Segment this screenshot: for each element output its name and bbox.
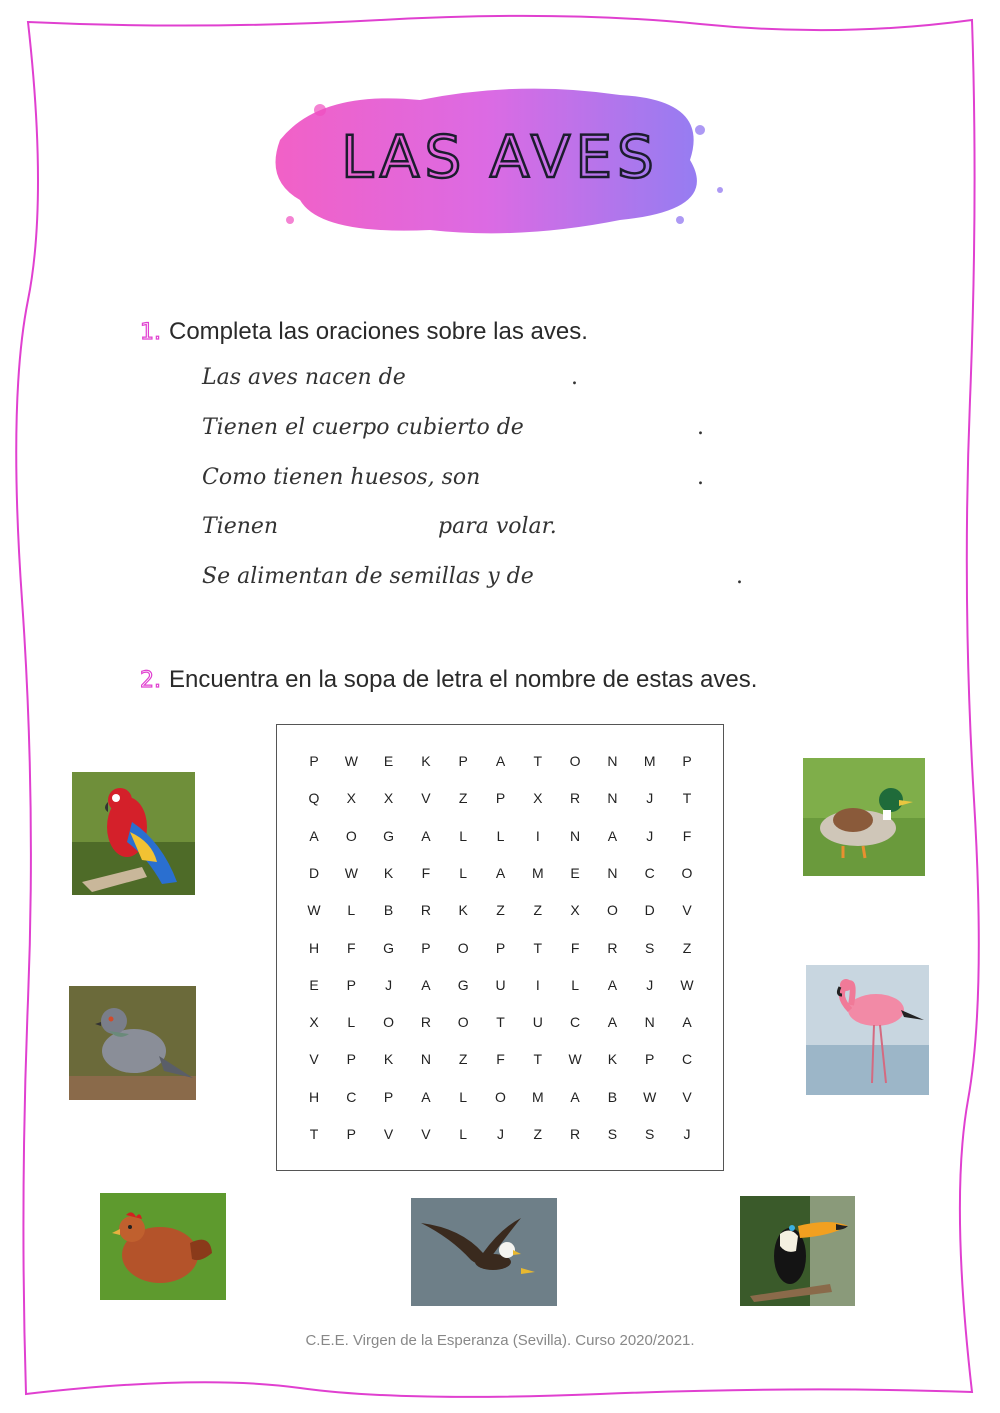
word-search-letter: V bbox=[682, 1088, 692, 1105]
word-search-letter: R bbox=[420, 902, 431, 919]
sentence-5-text: Se alimentan de semillas y de bbox=[202, 564, 534, 589]
word-search-letter: T bbox=[309, 1126, 319, 1142]
sentence-1-text: Las aves nacen de bbox=[202, 365, 406, 390]
word-search-letter: A bbox=[495, 753, 506, 769]
word-search-letter: N bbox=[607, 864, 618, 881]
word-search-letter: Z bbox=[533, 902, 543, 919]
word-search-letter: B bbox=[383, 902, 394, 919]
word-search-letter: C bbox=[570, 1014, 581, 1031]
word-search-letter: K bbox=[607, 1051, 618, 1068]
word-search-letter: W bbox=[344, 753, 358, 769]
word-search-letter: M bbox=[531, 864, 544, 881]
word-search-letter: G bbox=[457, 976, 469, 993]
word-search-letter: U bbox=[532, 1014, 543, 1031]
word-search-letter: F bbox=[570, 939, 580, 956]
word-search-letter: Z bbox=[458, 1051, 468, 1068]
sentence-2-end: . bbox=[697, 415, 704, 440]
word-search-letter: U bbox=[495, 976, 506, 993]
word-search-letter: F bbox=[421, 864, 431, 881]
parrot-photo bbox=[72, 772, 195, 895]
section2-number: 2. bbox=[140, 668, 161, 693]
word-search-letter: Z bbox=[682, 939, 692, 956]
word-search-letter: A bbox=[607, 976, 618, 993]
word-search-letter: I bbox=[535, 827, 540, 844]
word-search-letter: I bbox=[535, 976, 540, 993]
word-search-letter: R bbox=[570, 790, 581, 807]
section2-text: Encuentra en la sopa de letra el nombre de estas aves. bbox=[169, 666, 758, 693]
word-search-letter: F bbox=[496, 1051, 505, 1068]
word-search-letter: O bbox=[681, 864, 693, 881]
word-search-letter: Z bbox=[496, 902, 505, 919]
word-search-letter: M bbox=[531, 1088, 544, 1105]
word-search-letter: Q bbox=[308, 790, 320, 807]
word-search-letter: L bbox=[459, 827, 468, 844]
word-search-letter: A bbox=[682, 1014, 692, 1031]
flamingo-photo bbox=[806, 965, 929, 1095]
word-search-letter: T bbox=[533, 753, 543, 769]
word-search-letter: W bbox=[643, 1088, 657, 1105]
word-search-letter: L bbox=[571, 976, 579, 993]
word-search-letter: P bbox=[645, 1051, 655, 1068]
word-search-letter: T bbox=[533, 1051, 543, 1068]
word-search-letter: C bbox=[681, 1051, 693, 1068]
word-search-letter: A bbox=[495, 864, 506, 881]
word-search-letter: A bbox=[607, 827, 618, 844]
word-search-letter: P bbox=[346, 1051, 356, 1068]
word-search-letter: J bbox=[683, 1126, 691, 1142]
word-search-letter: J bbox=[646, 976, 654, 993]
word-search-letter: K bbox=[383, 864, 394, 881]
word-search-letter: X bbox=[309, 1014, 319, 1031]
word-search-letter: H bbox=[308, 939, 320, 956]
word-search-letter: F bbox=[682, 827, 692, 844]
footer-credit: C.E.E. Virgen de la Esperanza (Sevilla). Curso 2020/2021. bbox=[305, 1332, 695, 1349]
word-search-letter: A bbox=[421, 827, 431, 844]
word-search-letter: T bbox=[533, 939, 543, 956]
word-search-letter: A bbox=[309, 827, 319, 844]
word-search-letter: N bbox=[607, 790, 618, 807]
sentence-2-text: Tienen el cuerpo cubierto de bbox=[202, 415, 524, 440]
word-search-letter: G bbox=[383, 939, 395, 956]
word-search-letter: D bbox=[308, 864, 320, 881]
word-search-letter: P bbox=[458, 753, 468, 769]
word-search-letter: Z bbox=[458, 790, 468, 807]
word-search-letter: E bbox=[570, 864, 580, 881]
word-search-letter: L bbox=[347, 902, 356, 919]
word-search-letter: J bbox=[646, 790, 654, 807]
word-search-letter: L bbox=[459, 1126, 468, 1142]
word-search-letter: J bbox=[646, 827, 654, 844]
word-search-letter: L bbox=[459, 1088, 468, 1105]
word-search-letter: N bbox=[420, 1051, 431, 1068]
word-search-letter: P bbox=[383, 1088, 394, 1105]
section1-heading bbox=[140, 318, 588, 346]
word-search-letter: S bbox=[645, 939, 655, 956]
sentence-3-text: Como tienen huesos, son bbox=[202, 465, 481, 490]
word-search-letter: R bbox=[420, 1014, 431, 1031]
word-search-letter: O bbox=[457, 1014, 469, 1031]
word-search-letter: W bbox=[568, 1051, 582, 1068]
word-search-letter: O bbox=[345, 827, 357, 844]
word-search-letter: N bbox=[607, 753, 618, 769]
word-search-letter: V bbox=[421, 790, 431, 807]
word-search-letter: T bbox=[496, 1014, 505, 1031]
word-search-letter: C bbox=[346, 1088, 357, 1105]
sentence-1-end: . bbox=[571, 365, 578, 390]
word-search-letter: X bbox=[533, 790, 543, 807]
word-search-letter: H bbox=[308, 1088, 320, 1105]
word-search-letter: N bbox=[570, 827, 581, 844]
word-search-letter: V bbox=[309, 1051, 319, 1068]
word-search-letter: O bbox=[383, 1014, 395, 1031]
word-search-letter: G bbox=[383, 827, 395, 844]
word-search-letter: A bbox=[570, 1088, 580, 1105]
word-search-letter: O bbox=[495, 1088, 506, 1105]
word-search-letter: O bbox=[569, 753, 581, 769]
word-search-letter: J bbox=[385, 976, 393, 993]
word-search-letter: K bbox=[458, 902, 468, 919]
word-search-letter: X bbox=[383, 790, 394, 807]
word-search-letter: P bbox=[495, 939, 506, 956]
word-search-letter: X bbox=[570, 902, 580, 919]
word-search-letter: S bbox=[645, 1126, 655, 1142]
sentence-5-end: . bbox=[736, 564, 743, 589]
word-search-letter: N bbox=[644, 1014, 655, 1031]
word-search-letter: A bbox=[421, 1088, 431, 1105]
word-search-letter: P bbox=[421, 939, 431, 956]
word-search-letter: P bbox=[346, 1126, 356, 1142]
word-search-letter: B bbox=[607, 1088, 618, 1105]
word-search-letter: S bbox=[607, 1126, 618, 1142]
word-search-letter: W bbox=[307, 902, 321, 919]
word-search-letter: V bbox=[682, 902, 692, 919]
eagle-photo bbox=[411, 1198, 557, 1306]
sentence-4-text: Tienen bbox=[202, 514, 279, 539]
page-title: LAS AVES bbox=[341, 123, 659, 191]
word-search-letter: K bbox=[421, 753, 431, 769]
word-search-letter: V bbox=[421, 1126, 431, 1142]
word-search-letter: P bbox=[495, 790, 506, 807]
word-search-letter: A bbox=[607, 1014, 618, 1031]
duck-photo bbox=[803, 758, 925, 876]
word-search-letter: D bbox=[644, 902, 655, 919]
section1-number: 1. bbox=[140, 320, 161, 345]
word-search-letter: O bbox=[606, 902, 618, 919]
word-search-letter: P bbox=[682, 753, 692, 769]
word-search-letter: L bbox=[496, 827, 505, 844]
word-search-letter: E bbox=[383, 753, 394, 769]
toucan-photo bbox=[740, 1196, 855, 1306]
word-search-letter: K bbox=[383, 1051, 394, 1068]
word-search-letter: R bbox=[570, 1126, 581, 1142]
word-search-letter: X bbox=[346, 790, 356, 807]
word-search-letter: E bbox=[309, 976, 319, 993]
word-search-letter: W bbox=[344, 864, 358, 881]
word-search-letter: L bbox=[347, 1014, 356, 1031]
word-search-letter: A bbox=[421, 976, 431, 993]
word-search-grid bbox=[276, 724, 724, 1171]
word-search-letter: T bbox=[682, 790, 692, 807]
title-banner bbox=[260, 70, 740, 250]
word-search-letter: C bbox=[644, 864, 655, 881]
word-search-letter: J bbox=[497, 1126, 504, 1142]
word-search-letter: R bbox=[607, 939, 618, 956]
section1-text: Completa las oraciones sobre las aves. bbox=[169, 318, 588, 345]
word-search-letter: W bbox=[680, 976, 694, 993]
sentence-4-end: para volar. bbox=[438, 514, 557, 539]
section2-heading bbox=[140, 666, 757, 694]
word-search-letter: Z bbox=[533, 1126, 543, 1142]
pigeon-photo bbox=[69, 986, 196, 1100]
word-search-letter: L bbox=[459, 864, 468, 881]
sentence-3-end: . bbox=[697, 465, 704, 490]
word-search-letter: O bbox=[457, 939, 469, 956]
hen-photo bbox=[100, 1193, 226, 1300]
word-search-letter: P bbox=[346, 976, 356, 993]
word-search-letter: V bbox=[383, 1126, 394, 1142]
word-search-letter: F bbox=[347, 939, 356, 956]
word-search-letter: P bbox=[309, 753, 319, 769]
word-search-letter: M bbox=[643, 753, 656, 769]
